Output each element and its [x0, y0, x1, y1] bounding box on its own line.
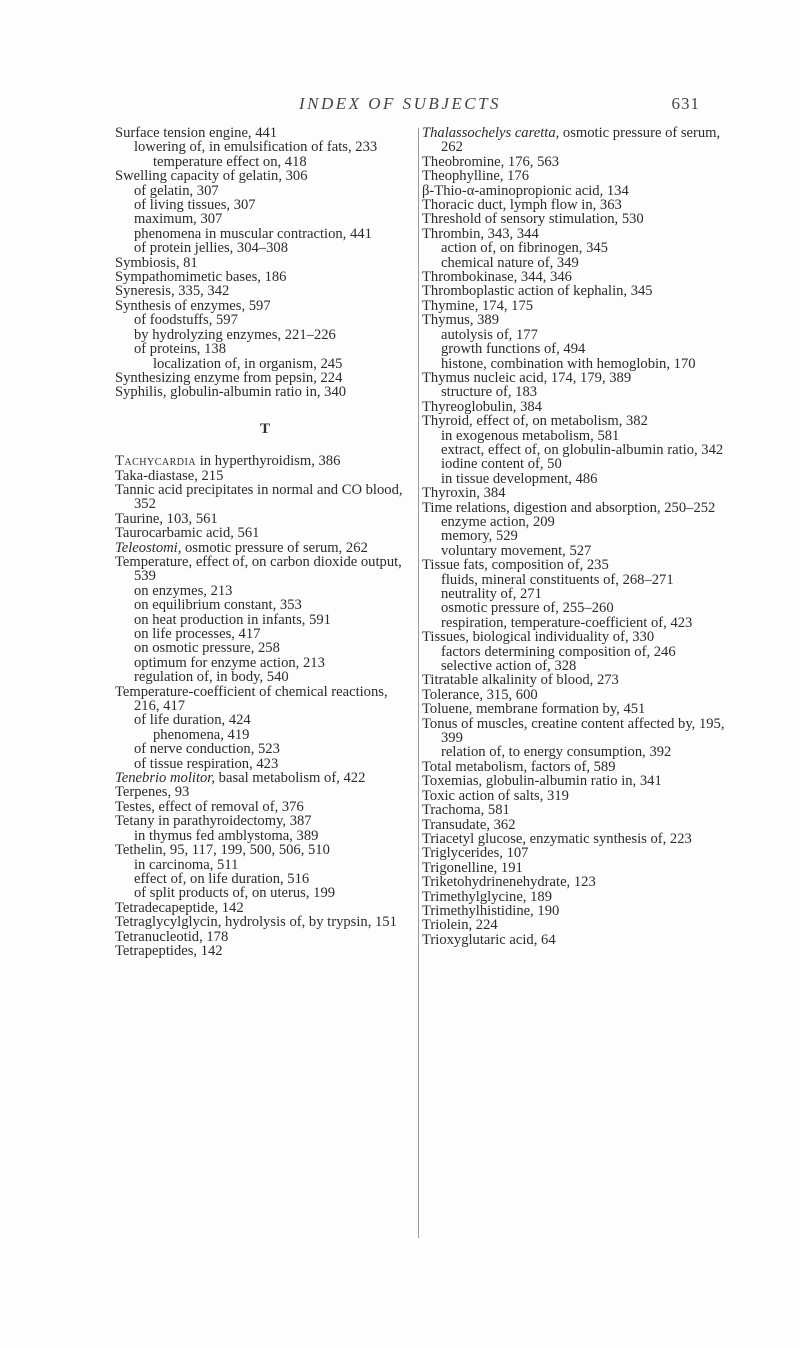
index-entry [115, 328, 415, 342]
index-entry [115, 713, 415, 727]
entry-text: Terpenes, 93 [115, 784, 190, 801]
index-entry [422, 212, 738, 226]
entry-text: Thymus, 389 [422, 312, 500, 329]
entry-text: Tetrapeptides, 142 [115, 942, 223, 959]
index-entry [115, 915, 415, 929]
index-entry [115, 140, 415, 154]
entry-text: on life processes, 417 [133, 626, 261, 642]
section-letter: T [259, 420, 270, 437]
entry-text: of nerve conduction, 523 [133, 741, 280, 758]
index-entry [422, 789, 738, 803]
entry-text: in thymus fed amblystoma, 389 [133, 827, 319, 844]
index-entry [422, 256, 738, 270]
entry-text: Toluene, membrane formation by, 451 [422, 701, 646, 718]
index-entry [422, 155, 738, 169]
index-entry [422, 875, 738, 889]
entry-text: lowering of, in emulsification of fats, 233 [133, 139, 378, 156]
entry-text: optimum for enzyme action, 213 [133, 654, 325, 671]
index-entry [422, 472, 738, 486]
entry-text: in tissue development, 486 [440, 470, 598, 487]
index-entry [115, 385, 415, 399]
entry-heading-italic: Tenebrio molitor, [115, 770, 216, 787]
index-entry [422, 659, 738, 673]
entry-text: Thyroid, effect of, on metabolism, 382 [422, 413, 648, 430]
entry-text: Theophylline, 176 [422, 168, 530, 185]
index-entry [422, 717, 738, 746]
entry-text: action of, on fibrinogen, 345 [440, 240, 608, 257]
entry-text: on osmotic pressure, 258 [133, 640, 280, 657]
entry-text: Syphilis, globulin-albumin ratio in, 340 [115, 384, 347, 401]
entry-text: Tissues, biological individuality of, 330 [422, 629, 655, 646]
entry-text: Syneresis, 335, 342 [115, 283, 230, 300]
entry-text: phenomena in muscular contraction, 441 [133, 225, 372, 242]
index-entry [115, 670, 415, 684]
index-entry [115, 598, 415, 612]
entry-text: basal metabolism of, 422 [215, 770, 366, 787]
index-entry [422, 803, 738, 817]
entry-text: on heat production in infants, 591 [133, 611, 331, 628]
index-entry [115, 555, 415, 584]
index-entry [115, 227, 415, 241]
index-entry [115, 930, 415, 944]
page-title: INDEX OF SUBJECTS [298, 94, 502, 113]
entry-text: of protein jellies, 304–308 [133, 240, 289, 257]
entry-text: maximum, 307 [133, 211, 223, 228]
index-entry [115, 526, 415, 540]
entry-text: Toxic action of salts, 319 [422, 787, 569, 804]
entry-text: of gelatin, 307 [133, 182, 219, 199]
entry-text: selective action of, 328 [440, 658, 577, 675]
entry-text: effect of, on life duration, 516 [133, 870, 310, 887]
index-entry [115, 685, 415, 714]
index-entry [422, 861, 738, 875]
entry-text: memory, 529 [440, 528, 518, 545]
index-entry [422, 904, 738, 918]
entry-text: Surface tension engine, 441 [115, 125, 278, 141]
entry-text: on equilibrium constant, 353 [133, 597, 302, 614]
entry-text: Thymus nucleic acid, 174, 179, 389 [422, 369, 632, 386]
entry-text: Tolerance, 315, 600 [422, 686, 538, 703]
index-entry [422, 414, 738, 428]
entry-text: Tethelin, 95, 117, 199, 500, 506, 510 [115, 842, 330, 859]
entry-text: Taka-diastase, 215 [115, 467, 224, 484]
index-entry [115, 126, 415, 140]
entry-text: Synthesizing enzyme from pepsin, 224 [115, 369, 343, 386]
entry-text: Triglycerides, 107 [422, 845, 529, 862]
left-entries-s [115, 126, 415, 400]
entry-heading-smallcaps: Tachycardia [115, 453, 197, 470]
index-entry [115, 342, 415, 356]
index-entry [422, 284, 738, 298]
entry-text: extract, effect of, on globulin-albumin ratio, 342 [440, 441, 724, 458]
index-entry [422, 299, 738, 313]
index-entry [115, 757, 415, 771]
index-entry [422, 745, 738, 759]
index-entry [115, 371, 415, 385]
index-entry [115, 785, 415, 799]
entry-text: histone, combination with hemoglobin, 170 [440, 355, 696, 372]
entry-heading-italic: Teleostomi, [115, 539, 182, 556]
entry-text: Temperature-coefficient of chemical reactions, 216, 417 [115, 683, 388, 715]
index-entry [115, 613, 415, 627]
index-entry [422, 601, 738, 615]
index-entry [115, 169, 415, 183]
index-entry [422, 673, 738, 687]
entry-text: Tetranucleotid, 178 [115, 928, 229, 945]
entry-text: Thymine, 174, 175 [422, 297, 534, 314]
entry-text: Synthesis of enzymes, 597 [115, 297, 271, 314]
index-entry [422, 832, 738, 846]
entry-text: osmotic pressure of serum, 262 [440, 125, 721, 156]
index-entry [115, 843, 415, 857]
index-entry [422, 918, 738, 932]
index-entry [115, 469, 415, 483]
index-entry [422, 385, 738, 399]
index-entry [115, 256, 415, 270]
index-entry [422, 587, 738, 601]
index-entry [115, 886, 415, 900]
entry-text: Sympathomimetic bases, 186 [115, 269, 287, 286]
index-entry [422, 529, 738, 543]
index-entry [422, 933, 738, 947]
index-entry [422, 645, 738, 659]
entry-text: of tissue respiration, 423 [133, 755, 279, 772]
entry-text: osmotic pressure of serum, 262 [181, 539, 368, 556]
index-entry [115, 742, 415, 756]
index-entry [422, 342, 738, 356]
entry-text: Tonus of muscles, creatine content affected by, 195, 399 [422, 715, 725, 747]
entry-text: of proteins, 138 [133, 341, 226, 358]
entry-text: Thromboplastic action of kephalin, 345 [422, 283, 653, 300]
index-entry [422, 515, 738, 529]
index-entry [115, 512, 415, 526]
index-entry [422, 443, 738, 457]
entry-text: Symbiosis, 81 [115, 254, 198, 271]
entry-text: structure of, 183 [440, 384, 538, 401]
entry-text: localization of, in organism, 245 [152, 355, 343, 372]
entry-text: Thrombin, 343, 344 [422, 225, 539, 242]
entry-text: temperature effect on, 418 [152, 153, 307, 170]
index-entry [422, 457, 738, 471]
index-entry [422, 400, 738, 414]
entry-text: Testes, effect of removal of, 376 [115, 798, 304, 815]
index-entry [115, 212, 415, 226]
index-entry [422, 760, 738, 774]
index-entry [115, 656, 415, 670]
entry-text: Titratable alkalinity of blood, 273 [422, 672, 619, 689]
index-entry [115, 627, 415, 641]
index-entry [422, 774, 738, 788]
index-entry [115, 198, 415, 212]
entry-text: phenomena, 419 [152, 726, 250, 743]
index-entry [115, 728, 415, 742]
entry-text: osmotic pressure of, 255–260 [440, 600, 614, 617]
index-entry [115, 901, 415, 915]
entry-text: Trachoma, 581 [422, 802, 510, 819]
index-entry [422, 486, 738, 500]
index-entry [115, 454, 415, 468]
page-number: 631 [671, 94, 700, 113]
entry-text: Trioxyglutaric acid, 64 [422, 931, 556, 948]
index-entry [422, 630, 738, 644]
entry-text: Taurocarbamic acid, 561 [115, 525, 260, 542]
index-entry [115, 241, 415, 255]
index-entry [115, 584, 415, 598]
index-entry [115, 155, 415, 169]
entry-text: Triacetyl glucose, enzymatic synthesis of, 223 [422, 830, 692, 847]
entry-text: in exogenous metabolism, 581 [440, 427, 620, 444]
index-entry [422, 501, 738, 515]
entry-text: Threshold of sensory stimulation, 530 [422, 211, 644, 228]
entry-text: Transudate, 362 [422, 816, 516, 833]
index-entry [115, 284, 415, 298]
entry-text: regulation of, in body, 540 [133, 669, 289, 686]
index-entry [422, 198, 738, 212]
index-entry [422, 846, 738, 860]
entry-text: of living tissues, 307 [133, 197, 256, 214]
entry-text: Tetraglycylglycin, hydrolysis of, by trypsin, 151 [115, 914, 397, 931]
entry-text: Temperature, effect of, on carbon dioxide output, 539 [115, 553, 402, 585]
index-entry [115, 641, 415, 655]
entry-text: chemical nature of, 349 [440, 254, 579, 271]
index-entry [115, 541, 415, 555]
index-entry [422, 702, 738, 716]
column-divider [418, 128, 419, 1238]
index-entry [422, 616, 738, 630]
entry-text: Thyroxin, 384 [422, 485, 506, 502]
index-entry [422, 126, 738, 155]
index-entry [115, 313, 415, 327]
index-entry [115, 483, 415, 512]
entry-text: iodine content of, 50 [440, 456, 562, 473]
index-entry [115, 858, 415, 872]
index-entry [422, 169, 738, 183]
index-entry [115, 270, 415, 284]
entry-text: Total metabolism, factors of, 589 [422, 758, 616, 775]
entry-text: respiration, temperature-coefficient of, 423 [440, 614, 693, 631]
entry-text: by hydrolyzing enzymes, 221–226 [133, 326, 336, 343]
left-column [115, 126, 415, 958]
index-entry [422, 688, 738, 702]
index-entry [115, 299, 415, 313]
index-entry [422, 558, 738, 572]
entry-text: Taurine, 103, 561 [115, 510, 218, 527]
entry-text: fluids, mineral constituents of, 268–271 [440, 571, 674, 588]
entry-text: growth functions of, 494 [440, 341, 586, 358]
right-entries [422, 126, 738, 947]
entry-text: Trimethylglycine, 189 [422, 888, 552, 905]
entry-text: Swelling capacity of gelatin, 306 [115, 168, 308, 185]
entry-text: relation of, to energy consumption, 392 [440, 744, 672, 761]
index-entry [422, 371, 738, 385]
index-entry [422, 270, 738, 284]
entry-heading-italic: Thalassochelys caretta, [422, 125, 560, 141]
entry-text: Triolein, 224 [422, 917, 498, 934]
entry-text: autolysis of, 177 [440, 326, 538, 343]
running-head [0, 94, 800, 118]
index-entry [422, 184, 738, 198]
index-entry [422, 241, 738, 255]
entry-text: Toxemias, globulin-albumin ratio in, 341 [422, 773, 662, 790]
entry-text: Tannic acid precipitates in normal and CO blood, 352 [115, 481, 403, 513]
index-entry [422, 227, 738, 241]
entry-text: β-Thio-α-aminopropionic acid, 134 [422, 182, 629, 199]
entry-text: Time relations, digestion and absorption, 250–252 [422, 499, 716, 516]
entry-text: of split products of, on uterus, 199 [133, 885, 336, 902]
index-entry [422, 890, 738, 904]
index-entry [422, 357, 738, 371]
entry-text: enzyme action, 209 [440, 513, 555, 530]
index-entry [422, 544, 738, 558]
entry-text: voluntary movement, 527 [440, 542, 592, 559]
entry-text: of life duration, 424 [133, 712, 251, 729]
index-entry [422, 313, 738, 327]
index-entry [422, 818, 738, 832]
entry-text: neutrality of, 271 [440, 586, 542, 602]
entry-text: Thrombokinase, 344, 346 [422, 269, 572, 286]
index-entry [115, 944, 415, 958]
entry-text: Trimethylhistidine, 190 [422, 902, 560, 919]
entry-text: on enzymes, 213 [133, 582, 233, 599]
entry-text: factors determining composition of, 246 [440, 643, 676, 660]
entry-text: Tetany in parathyroidectomy, 387 [115, 813, 312, 830]
index-entry [115, 184, 415, 198]
entry-text: Thyreoglobulin, 384 [422, 398, 542, 415]
entry-text: Trigonelline, 191 [422, 859, 523, 876]
index-entry [115, 872, 415, 886]
entry-text: in hyperthyroidism, 386 [196, 453, 341, 470]
index-entry [422, 573, 738, 587]
left-entries-t [115, 454, 415, 958]
index-entry [422, 328, 738, 342]
entry-text: Tissue fats, composition of, 235 [422, 557, 609, 574]
index-entry [422, 429, 738, 443]
entry-text: Thoracic duct, lymph flow in, 363 [422, 197, 622, 214]
right-column [422, 126, 738, 947]
index-entry [115, 771, 415, 785]
index-entry [115, 800, 415, 814]
entry-text: in carcinoma, 511 [133, 856, 239, 873]
entry-text: Theobromine, 176, 563 [422, 153, 559, 170]
entry-text: Triketohydrinenehydrate, 123 [422, 874, 596, 891]
index-entry [115, 357, 415, 371]
entry-text: Tetradecapeptide, 142 [115, 899, 244, 916]
index-entry [115, 829, 415, 843]
entry-text: of foodstuffs, 597 [133, 312, 238, 329]
index-entry [115, 814, 415, 828]
